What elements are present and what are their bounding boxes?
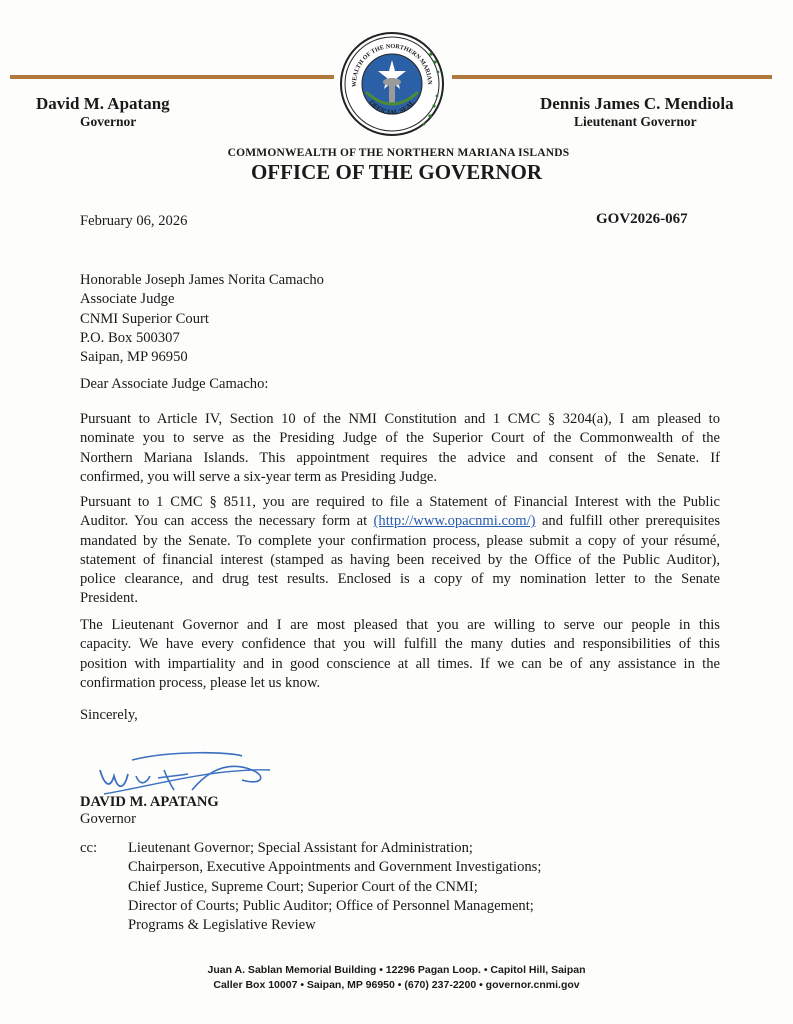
- opa-website-link[interactable]: (http://www.opacnmi.com/): [373, 513, 536, 530]
- paragraph-line: Northern Mariana Islands. This appointment requires the advice and consent of the Senate. If: [80, 449, 720, 466]
- paragraph-line: position with impartiality and in good conscience at all times. If we can be of any assistance in the: [80, 655, 720, 672]
- footer-address: [0, 963, 793, 993]
- cc-item: Chairperson, Executive Appointments and Government Investigations;: [128, 859, 542, 876]
- cc-item: Chief Justice, Supreme Court; Superior Court of the CNMI;: [128, 878, 478, 895]
- header-rule-left: [10, 75, 334, 79]
- cc-item: Programs & Legislative Review: [128, 917, 316, 934]
- paragraph-line: police clearance, and drug test results. Enclosed is a copy of my nomination letter to the Senate: [80, 571, 720, 588]
- governor-title: Governor: [80, 114, 137, 129]
- recipient-city: Saipan, MP 96950: [80, 349, 188, 366]
- office-heading: OFFICE OF THE GOVERNOR: [250, 160, 543, 184]
- salutation: Dear Associate Judge Camacho:: [80, 376, 269, 392]
- paragraph-line: confirmed, you will serve a six-year term as Presiding Judge.: [80, 468, 438, 485]
- closing: Sincerely,: [80, 707, 138, 723]
- paragraph-line: President.: [80, 590, 138, 607]
- paragraph-line: Pursuant to 1 CMC § 8511, you are required to file a Statement of Financial Interest with the Public: [80, 494, 720, 510]
- letter-date: February 06, 2026: [80, 213, 188, 229]
- paragraph-line: mandated by the Senate. To complete your confirmation process, please submit a copy of your résumé,: [80, 532, 720, 549]
- recipient-name: Honorable Joseph James Norita Camacho: [80, 272, 324, 288]
- paragraph-nomination: [80, 410, 720, 487]
- paragraph-line: confirmation process, please let us know.: [80, 674, 321, 691]
- commonwealth-heading: COMMONWEALTH OF THE NORTHERN MARIANA ISLANDS: [227, 147, 570, 159]
- paragraph-line: nominate you to serve as the Presiding Judge of the Superior Court of the Commonwealth of the: [80, 430, 720, 447]
- paragraph-line: statement of financial interest (stamped as having been received by the Office of the Public Auditor),: [80, 551, 720, 568]
- recipient-title: Associate Judge: [80, 291, 175, 308]
- footer-line: Juan A. Sablan Memorial Building • 12296 Pagan Loop. • Capitol Hill, Saipan: [207, 964, 586, 976]
- svg-text:COMMONWEALTH OF THE NORTHERN M: WEALTH OF THE NORTHERN MARIAN: [350, 42, 434, 88]
- cc-label: cc:: [80, 840, 98, 856]
- svg-text:OFFICIAL SEAL: OFFICIAL SEAL: [367, 98, 417, 117]
- paragraph-closing: [80, 616, 720, 693]
- recipient-court: CNMI Superior Court: [80, 310, 209, 327]
- footer-line: Caller Box 10007 • Saipan, MP 96950 • (670) 237-2200 • governor.cnmi.gov: [213, 979, 580, 991]
- signer-title: Governor: [80, 811, 136, 827]
- paragraph-line-with-link: Auditor. You can access the necessary form at (http://www.opacnmi.com/) and fulfill other prerequisites: [80, 513, 721, 530]
- header-rule-right: [452, 75, 772, 79]
- recipient-address: [80, 271, 324, 367]
- lt-governor-title: Lieutenant Governor: [574, 114, 697, 129]
- cc-item: Lieutenant Governor; Special Assistant for Administration;: [128, 840, 473, 856]
- paragraph-line: capacity. We have every confidence that you will fulfill the many duties and responsibilities of this: [80, 636, 720, 653]
- paragraph-line: Pursuant to Article IV, Section 10 of the NMI Constitution and 1 CMC § 3204(a), I am pleased to: [80, 411, 720, 427]
- recipient-po-box: P.O. Box 500307: [80, 329, 180, 346]
- official-seal: [338, 30, 446, 138]
- paragraph-line: The Lieutenant Governor and I are most pleased that you are willing to serve our people in this: [80, 617, 720, 633]
- signer-name: DAVID M. APATANG: [80, 794, 219, 810]
- governor-name: David M. Apatang: [36, 94, 170, 113]
- paragraph-requirements: [80, 493, 720, 609]
- cc-list: [128, 839, 541, 935]
- lt-governor-name: Dennis James C. Mendiola: [540, 94, 734, 113]
- cc-item: Director of Courts; Public Auditor; Office of Personnel Management;: [128, 897, 534, 914]
- reference-number: GOV2026-067: [596, 211, 688, 227]
